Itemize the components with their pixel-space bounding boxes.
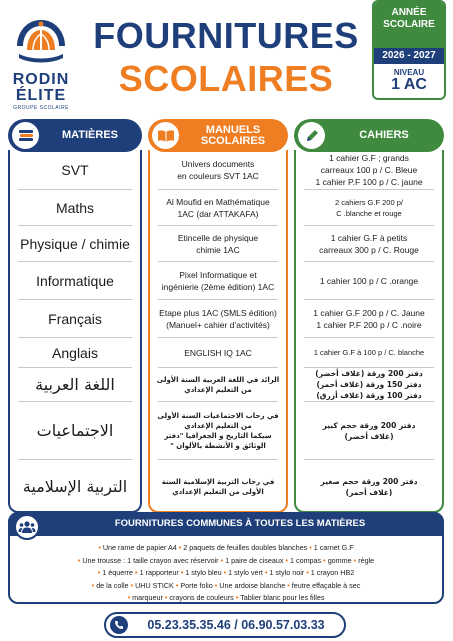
bullet-icon: • [235,593,239,603]
fourniture-item: 1 crayon HB2 [310,568,355,578]
bullet-icon: • [287,580,290,590]
matieres-column [8,150,142,513]
cahier-row-1 [304,150,434,190]
cahier-row-8 [304,402,434,460]
matiere-row-1: SVT [18,150,132,190]
manuel-line: en couleurs SVT 1AC [177,170,259,181]
manuel-row-4 [158,262,278,300]
fourniture-item: Une ardoise blanche [219,580,286,590]
matiere-row-2: Maths [18,190,132,226]
matiere-row-4: Informatique [18,262,132,300]
cahier-row-4 [304,262,434,300]
manuel-line: من التعليم الإعدادي [184,385,252,394]
bullet-icon: • [127,593,131,603]
manuel-line: chimie 1AC [196,244,240,255]
matieres-header [8,119,142,152]
fourniture-line [16,567,436,580]
manuel-row-9 [158,460,278,513]
cahier-row-3 [304,226,434,262]
logo-name-line1: RODIN [12,71,70,88]
manuel-line: Al Moufid en Mathématique [166,196,270,207]
matiere-row-7: اللغة العربية [18,368,132,402]
fourniture-item: 2 paquets de feuilles doubles blanches [183,543,308,552]
pencil-icon [298,122,325,149]
manuels-title-line2: SCOLAIRES [200,134,266,147]
bullet-icon: • [135,568,138,578]
bullet-icon: • [178,543,182,552]
bullet-icon: • [214,580,218,590]
cahier-line: carreaux 100 p / C. Bleue [320,164,418,175]
manuel-line: Univers documents [181,158,255,169]
manuel-line: في رحاب التربية الإسلامية السنة [161,477,275,486]
cahier-line: 1 cahier G.F à 100 p / C. blanche [313,348,425,357]
cahier-line: 1 cahier G.F ; grands [329,152,409,163]
logo-emblem-icon [13,16,69,70]
group-icon [14,514,40,540]
cahier-line: 1 cahier P.F 100 p / C. jaune [315,176,423,187]
matiere-row-3: Physique / chimie [18,226,132,262]
manuel-line: الوثائق و الأنشطة بالألوان " [170,441,266,450]
bullet-icon: • [309,543,312,552]
bullet-icon: • [164,593,168,603]
manuel-line: ENGLISH IQ 1AC [184,347,252,358]
manuel-line: Etincelle de physique [177,232,259,243]
bullet-icon: • [220,555,224,565]
manuel-row-3 [158,226,278,262]
matiere-row-5: Français [18,300,132,338]
annee-label-line2: SCOLAIRE [383,19,435,30]
logo-name-line2: ÉLITE [15,87,67,104]
manuel-row-6 [158,338,278,368]
page-title-line1: FOURNITURES [93,15,359,56]
manuel-line: الرائد في اللغة العربية السنة الأولى [156,375,280,384]
cahier-line: (غلاف أخضر) [344,431,394,441]
matiere-row-8: الاجتماعيات [18,402,132,460]
bullet-icon: • [91,580,95,590]
cahier-line: دفتر 150 ورقة (غلاف أحمر) [316,380,422,389]
school-year-label [374,2,444,48]
matieres-title: MATIÈRES [61,129,119,141]
fournitures-communes-list [16,542,436,605]
fourniture-item: Porte folio [180,580,213,590]
manuel-row-1 [158,150,278,190]
cahier-line: دفتر 200 ورقة حجم كبير [322,420,416,430]
fourniture-item: crayons de couleurs [169,593,234,603]
annee-label-line1: ANNÉE [391,7,427,18]
fourniture-item: 1 stylo noir [269,568,305,578]
fourniture-item: feutre effaçable à sec [291,580,361,590]
manuels-title-line1: MANUELS [205,123,261,136]
fourniture-item: UHU STICK [135,580,174,590]
open-book-icon [152,122,179,149]
manuel-row-7 [158,368,278,402]
phone-contact[interactable] [104,612,346,638]
cahiers-header [294,119,444,152]
phone-number: 05.23.35.35.46 / 06.90.57.03.33 [147,618,325,632]
cahier-line: carreaux 300 p / C. Rouge [319,244,419,255]
fourniture-item: Tablier blanc pour les filles [240,593,325,603]
fourniture-item: 1 compas [289,555,322,565]
fourniture-item: gomme [327,555,352,565]
manuel-row-8 [158,402,278,460]
fourniture-item: règle [358,555,375,565]
manuel-line: Etape plus 1AC (SMLS édition) [159,307,277,318]
manuels-title [182,119,284,152]
books-icon [12,122,39,149]
manuel-line: ingénierie (2ème édition) 1AC [161,281,275,292]
fourniture-item: Une trousse : 1 taille crayon avec réservoir [82,555,219,565]
fourniture-item: 1 équerre [102,568,134,578]
fourniture-line [16,580,436,593]
school-year-badge [372,0,446,100]
manuel-line: سيكما التاريخ و الجغرافيا "دفتر [164,431,272,440]
fourniture-item: Une rame de papier A4 [102,543,177,552]
cahier-line: 1 cahier 100 p / C .orange [319,275,419,286]
bullet-icon: • [97,568,101,578]
fourniture-item: 1 carnet G.F [313,543,354,552]
manuel-line: 1AC (dar ATTAKAFA) [177,208,259,219]
manuels-column [148,150,288,513]
cahier-line: (غلاف أحمر) [345,487,393,497]
bullet-icon: • [264,568,268,578]
fourniture-item: 1 paire de ciseaux [225,555,284,565]
cahier-line: 1 cahier G.F 200 p / C. Jaune [313,307,425,318]
cahier-line: 2 cahiers G.F 200 p/ [335,197,403,207]
fournitures-communes-header [8,512,444,536]
bullet-icon: • [180,568,184,578]
bullet-icon: • [77,555,81,565]
logo-subtitle: GROUPE SCOLAIRE [13,105,69,111]
bullet-icon: • [353,555,357,565]
bullet-icon: • [130,580,134,590]
cahier-row-2 [304,190,434,226]
fourniture-item: marqueur [132,593,163,603]
manuel-line: (Manuel+ cahier d’activités) [166,319,270,330]
fourniture-item: 1 stylo bleu [185,568,222,578]
page-title-line2: SCOLAIRES [118,58,334,99]
cahier-line: 1 cahier G.F à petits [330,232,408,243]
fourniture-item: 1 stylo vert [228,568,263,578]
fourniture-line [16,542,436,555]
fourniture-item: de la colle [96,580,129,590]
cahier-line: دفتر 200 ورقة حجم صغير [320,476,418,486]
manuel-line: في رحاب الاجتماعيات السنة الأولى [157,411,279,420]
fournitures-communes-box [8,512,444,604]
niveau-label: NIVEAU [393,68,425,77]
phone-icon [110,616,128,634]
manuel-line: الأولى من التعليم الإعدادي [172,487,264,496]
bullet-icon: • [223,568,227,578]
cahiers-column [294,150,444,513]
manuel-line: Pixel Informatique et [179,269,257,280]
bullet-icon: • [323,555,326,565]
school-logo [6,16,76,112]
manuels-header [148,119,288,152]
bullet-icon: • [285,555,288,565]
fournitures-communes-title: FOURNITURES COMMUNES À TOUTES LES MATIÈRES [114,518,366,529]
manuel-row-2 [158,190,278,226]
bullet-icon: • [175,580,179,590]
school-year-value: 2026 - 2027 [374,48,444,64]
cahier-row-7 [304,368,434,402]
fourniture-line [16,555,436,568]
cahier-row-6 [304,338,434,368]
niveau-value: 1 AC [391,76,427,93]
cahier-line: C .blanche et rouge [336,208,402,218]
cahier-row-9 [304,460,434,513]
cahier-line: دفتر 100 ورقة (غلاف أزرق) [316,391,422,400]
manuel-line: من التعليم الإعدادي [184,421,252,430]
bullet-icon: • [306,568,309,578]
fourniture-item: 1 rapporteur [139,568,179,578]
manuel-row-5 [158,300,278,338]
cahiers-title: CAHIERS [359,129,409,141]
bullet-icon: • [98,543,101,552]
cahier-row-5 [304,300,434,338]
cahier-line: دفتر 200 ورقة (غلاف أخضر) [315,369,423,378]
matiere-row-9: التربية الإسلامية [22,477,128,496]
fourniture-line [16,592,436,605]
cahier-line: 1 cahier P.F 200 p / C .noire [316,319,422,330]
matiere-row-6: Anglais [18,338,132,368]
